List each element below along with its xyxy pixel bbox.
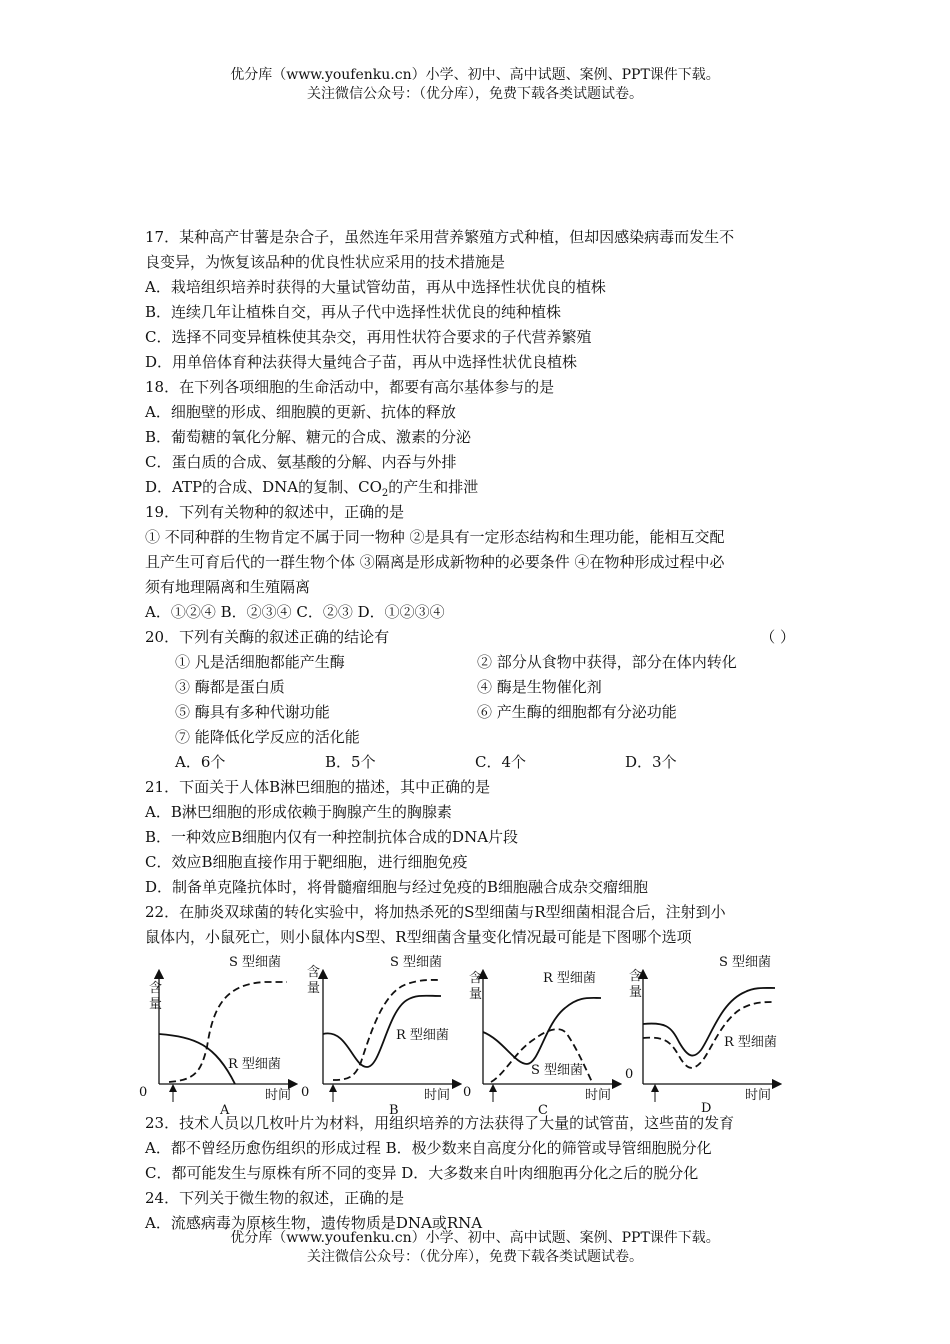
r-label: R 型细菌: [396, 1028, 449, 1043]
option-d-text: D．ATP的合成、DNA的复制、CO: [145, 478, 382, 496]
footer-line-1: 优分库（www.youfenku.cn）小学、初中、高中试题、案例、PPT课件下载。: [230, 1230, 720, 1246]
statement-row: [145, 675, 815, 700]
graphs-figure: [135, 952, 815, 1118]
question-stem: 19．下列有关物种的叙述中，正确的是: [145, 503, 405, 521]
y-axis-label-1: 含: [307, 965, 321, 980]
y-axis-label-2: 量: [149, 997, 163, 1012]
options-ab: A．都不曾经历愈伤组织的形成过程 B．极少数来自高度分化的筛管或导管细胞脱分化: [145, 1139, 712, 1157]
s-label: S 型细菌: [531, 1063, 584, 1078]
question-stem: 22．在肺炎双球菌的转化实验中，将加热杀死的S型细菌与R型细菌相混合后，注射到小: [145, 903, 726, 921]
options-cd: C．都可能发生与原株有所不同的变异 D．大多数来自叶肉细胞再分化之后的脱分化: [145, 1164, 699, 1182]
graph-options: [139, 952, 815, 1118]
graph-a: [139, 954, 293, 1118]
r-label: R 型细菌: [543, 971, 596, 986]
page-header: [0, 66, 950, 104]
option-b: B．5个: [325, 753, 376, 771]
y-axis-label-2: 量: [469, 987, 483, 1002]
graph-label-c: C: [538, 1103, 548, 1118]
y-axis-label-2: 量: [307, 981, 321, 996]
option-d: D．用单倍体育种法获得大量纯合子苗，再从中选择性状优良植株: [145, 353, 578, 371]
question-21: [145, 775, 815, 900]
question-18: [145, 375, 815, 500]
option-c: C．效应B细胞直接作用于靶细胞，进行细胞免疫: [145, 853, 468, 871]
y-axis-label-1: 含: [149, 981, 163, 996]
y-axis-label-1: 含: [469, 971, 483, 986]
header-line-2: 关注微信公众号：（优分库），免费下载各类试题试卷。: [307, 86, 643, 102]
option-c: C．蛋白质的合成、氨基酸的分解、内吞与外排: [145, 453, 457, 471]
option-a: A．细胞壁的形成、细胞膜的更新、抗体的释放: [145, 403, 456, 421]
y-axis-label-1: 含: [629, 969, 643, 984]
statement-4: ④ 酶是生物催化剂: [477, 678, 602, 696]
option-d: D．制备单克隆抗体时，将骨髓瘤细胞与经过免疫的B细胞融合成杂交瘤细胞: [145, 878, 649, 896]
graph-d: [625, 954, 777, 1116]
option-b: B．连续几年让植株自交，再从子代中选择性状优良的纯种植株: [145, 303, 562, 321]
r-label: R 型细菌: [228, 1057, 281, 1072]
s-label: S 型细菌: [719, 955, 772, 970]
subscript: 2: [381, 488, 389, 499]
origin-label: 0: [625, 1067, 634, 1082]
statement-7: ⑦ 能降低化学反应的活化能: [175, 728, 360, 746]
question-stem: [145, 625, 815, 650]
question-20: [145, 625, 815, 775]
statement-line: 须有地理隔离和生殖隔离: [145, 578, 311, 596]
option-d: D．3个: [625, 753, 677, 771]
statement-5: ⑤ 酶具有多种代谢功能: [175, 703, 330, 721]
x-axis-label: 时间: [265, 1088, 292, 1103]
question-stem-cont: 良变异，为恢复该品种的优良性状应采用的技术措施是: [145, 253, 506, 271]
answer-blank: （ ）: [760, 628, 795, 646]
origin-label: 0: [139, 1085, 148, 1100]
option-a: A．流感病毒为原核生物，遗传物质是DNA或RNA: [145, 1214, 483, 1232]
statement-2: ② 部分从食物中获得，部分在体内转化: [477, 653, 737, 671]
question-stem-cont: 鼠体内，小鼠死亡，则小鼠体内S型、R型细菌含量变化情况最可能是下图哪个选项: [145, 928, 692, 946]
y-axis-label-2: 量: [629, 985, 643, 1000]
option-a: A．6个: [175, 753, 226, 771]
question-stem: 23．技术人员以几枚叶片为材料，用组织培养的方法获得了大量的试管苗，这些苗的发育: [145, 1114, 735, 1132]
statement-3: ③ 酶都是蛋白质: [175, 678, 285, 696]
statement-row: [145, 650, 815, 675]
statement-line: ① 不同种群的生物肯定不属于同一物种 ②是具有一定形态结构和生理功能，能相互交配: [145, 528, 725, 546]
r-curve: [159, 1034, 235, 1084]
graph-c: [463, 970, 617, 1118]
option-d: [145, 475, 815, 500]
header-line-1: 优分库（www.youfenku.cn）小学、初中、高中试题、案例、PPT课件下载。: [230, 67, 720, 83]
option-c: C．选择不同变异植株使其杂交，再用性状符合要求的子代营养繁殖: [145, 328, 592, 346]
origin-label: 0: [301, 1085, 310, 1100]
origin-label: 0: [463, 1085, 472, 1100]
statement-row: [145, 725, 815, 750]
question-stem: 17．某种高产甘薯是杂合子，虽然连年采用营养繁殖方式种植，但却因感染病毒而发生不: [145, 228, 735, 246]
question-stem: 18．在下列各项细胞的生命活动中，都要有高尔基体参与的是: [145, 378, 555, 396]
question-17: [145, 225, 815, 375]
question-stem: 21．下面关于人体B淋巴细胞的描述，其中正确的是: [145, 778, 491, 796]
s-label: S 型细菌: [390, 955, 443, 970]
x-axis-label: 时间: [424, 1088, 451, 1103]
option-d-text-end: 的产生和排泄: [388, 478, 479, 496]
option-c: C．4个: [475, 753, 527, 771]
option-a: A．B淋巴细胞的形成依赖于胸腺产生的胸腺素: [145, 803, 452, 821]
graph-label-b: B: [389, 1103, 399, 1118]
s-label: S 型细菌: [229, 955, 282, 970]
graph-label-a: A: [220, 1103, 230, 1118]
option-b: B．葡萄糖的氧化分解、糖元的合成、激素的分泌: [145, 428, 472, 446]
graph-b: [301, 954, 457, 1118]
footer-line-2: 关注微信公众号：（优分库），免费下载各类试题试卷。: [307, 1249, 643, 1265]
page-footer: [0, 1229, 950, 1267]
x-axis-label: 时间: [585, 1088, 612, 1103]
statement-line: 且产生可育后代的一群生物个体 ③隔离是形成新物种的必要条件 ④在物种形成过程中必: [145, 553, 725, 571]
question-22: [139, 900, 815, 1118]
question-23: [145, 1111, 815, 1186]
option-a: A．栽培组织培养时获得的大量试管幼苗，再从中选择性状优良的植株: [145, 278, 606, 296]
exam-content: [139, 225, 815, 1236]
statement-row: [145, 700, 815, 725]
statement-1: ① 凡是活细胞都能产生酶: [175, 653, 345, 671]
question-stem-text: 20．下列有关酶的叙述正确的结论有: [145, 628, 390, 646]
r-label: R 型细菌: [724, 1035, 777, 1050]
r-curve: [483, 998, 601, 1064]
x-axis-label: 时间: [745, 1088, 772, 1103]
question-19: [145, 500, 815, 625]
options-row: [145, 750, 815, 775]
option-b: B．一种效应B细胞内仅有一种控制抗体合成的DNA片段: [145, 828, 519, 846]
question-stem: 24．下列关于微生物的叙述，正确的是: [145, 1189, 405, 1207]
statement-6: ⑥ 产生酶的细胞都有分泌功能: [477, 703, 677, 721]
graph-label-d: D: [701, 1101, 712, 1116]
options-line: A．①②④ B．②③④ C．②③ D．①②③④: [145, 603, 445, 621]
